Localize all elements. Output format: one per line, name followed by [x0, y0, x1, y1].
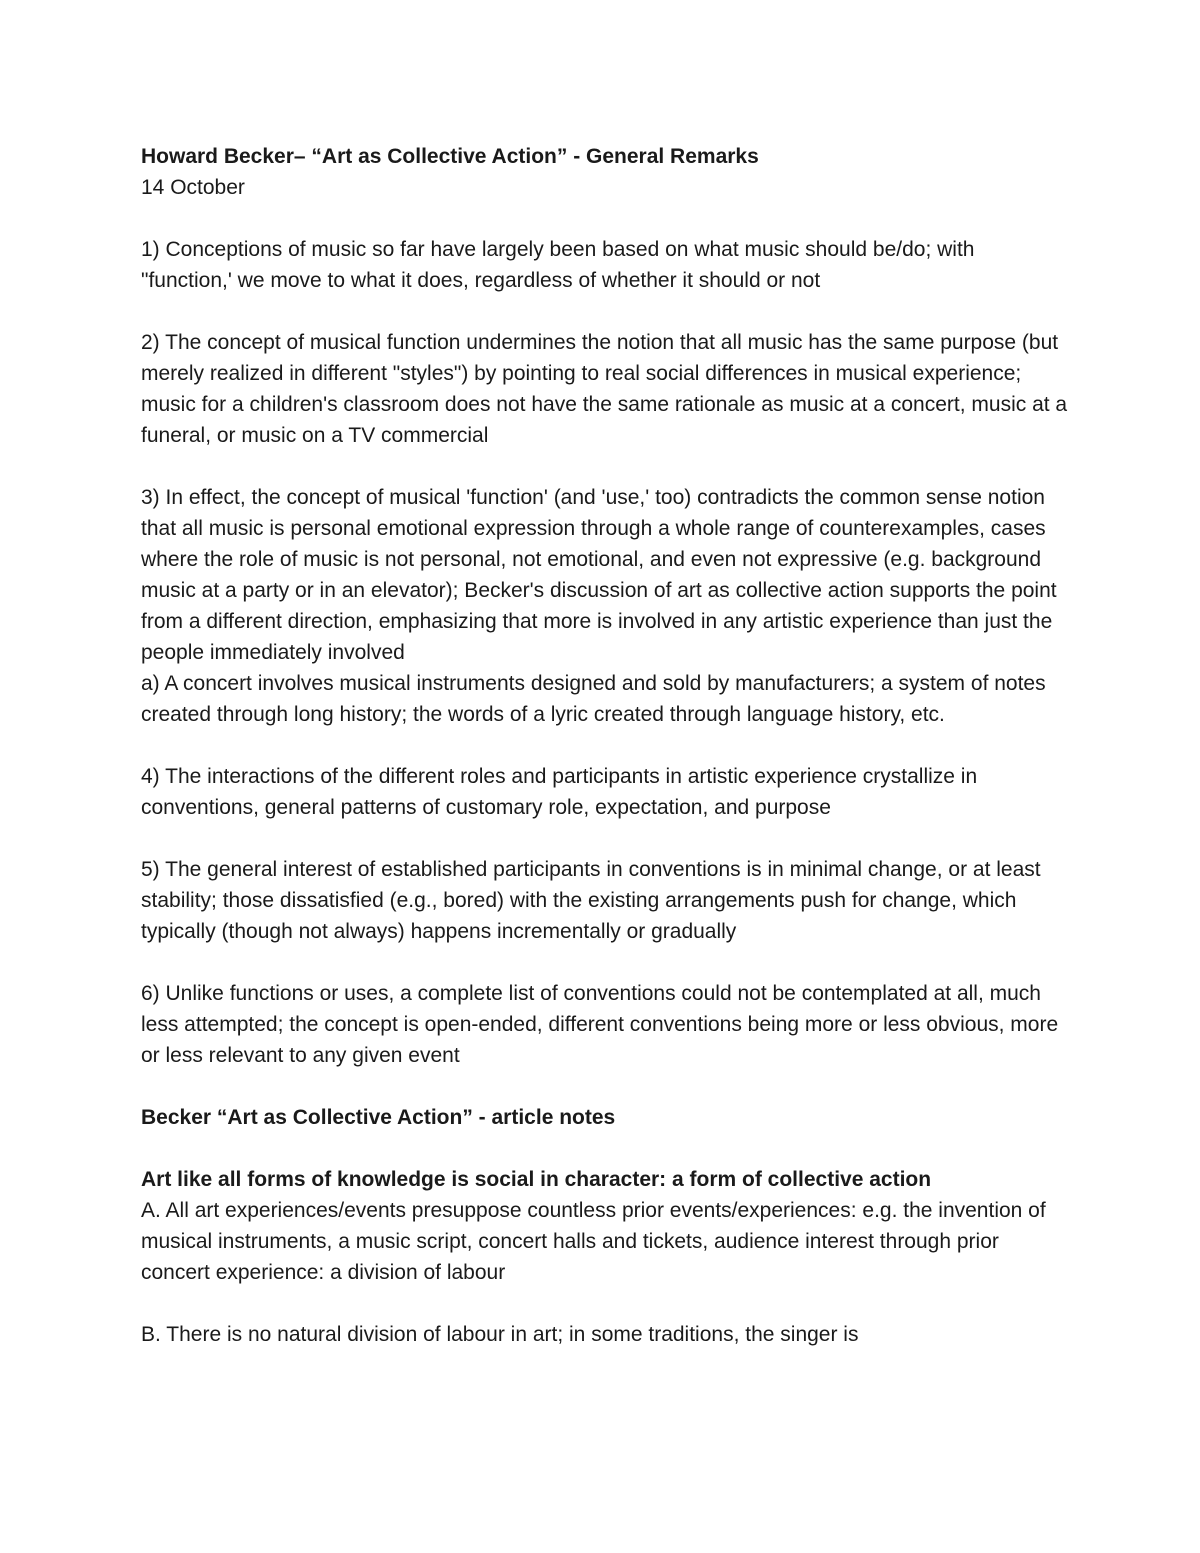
spacer	[141, 203, 1071, 234]
spacer	[141, 947, 1071, 978]
spacer	[141, 1288, 1071, 1319]
spacer	[141, 730, 1071, 761]
remark-paragraph: 4) The interactions of the different roles and participants in artistic experience crystallize in conventions, general patterns of customary role, expectation, and purpose	[141, 765, 978, 819]
remark-paragraph: 6) Unlike functions or uses, a complete list of conventions could not be contemplated at all, much less attempted; the concept is open-ended, different conventions being more or less obvious, more or less relevant to any given event	[141, 982, 1059, 1067]
remark-paragraph: 3) In effect, the concept of musical 'function' (and 'use,' too) contradicts the common sense notion that all music is personal emotional expression through a whole range of counterexamples, cases where the role of music is not personal, not emotional, and even not expressive (e.g. background music at a party or in an elevator); Becker's discussion of art as collective action supports the point from a different direction, emphasizing that more is involved in any artistic experience than just the people immediately involved	[141, 486, 1057, 664]
remark-subpoint: a) A concert involves musical instruments designed and sold by manufacturers; a system of notes created through long history; the words of a lyric created through language history, etc.	[141, 672, 1046, 726]
spacer	[141, 451, 1071, 482]
note-paragraph: B. There is no natural division of labour in art; in some traditions, the singer is	[141, 1323, 859, 1346]
remark-paragraph: 5) The general interest of established participants in conventions is in minimal change, or at least stability; those dissatisfied (e.g., bored) with the existing arrangements push for change, which typically (though not always) happens incrementally or gradually	[141, 858, 1041, 943]
document-date: 14 October	[141, 176, 245, 199]
spacer	[141, 1133, 1071, 1164]
remark-paragraph: 2) The concept of musical function undermines the notion that all music has the same purpose (but merely realized in different "styles") by pointing to real social differences in musical experience; music for a children's classroom does not have the same rationale as music at a concert, music at a funeral, or music on a TV commercial	[141, 331, 1068, 447]
document-title: Howard Becker– “Art as Collective Action” - General Remarks	[141, 145, 759, 168]
remark-paragraph: 1) Conceptions of music so far have largely been based on what music should be/do; with "function,' we move to what it does, regardless of whether it should or not	[141, 238, 975, 292]
spacer	[141, 823, 1071, 854]
spacer	[141, 1071, 1071, 1102]
document-body	[141, 141, 1071, 1350]
spacer	[141, 296, 1071, 327]
section-heading: Art like all forms of knowledge is social in character: a form of collective action	[141, 1168, 932, 1191]
note-paragraph: A. All art experiences/events presuppose countless prior events/experiences: e.g. the invention of musical instruments, a music script, concert halls and tickets, audience interest through prior concert experience: a division of labour	[141, 1199, 1046, 1284]
article-notes-heading: Becker “Art as Collective Action” - article notes	[141, 1106, 616, 1129]
